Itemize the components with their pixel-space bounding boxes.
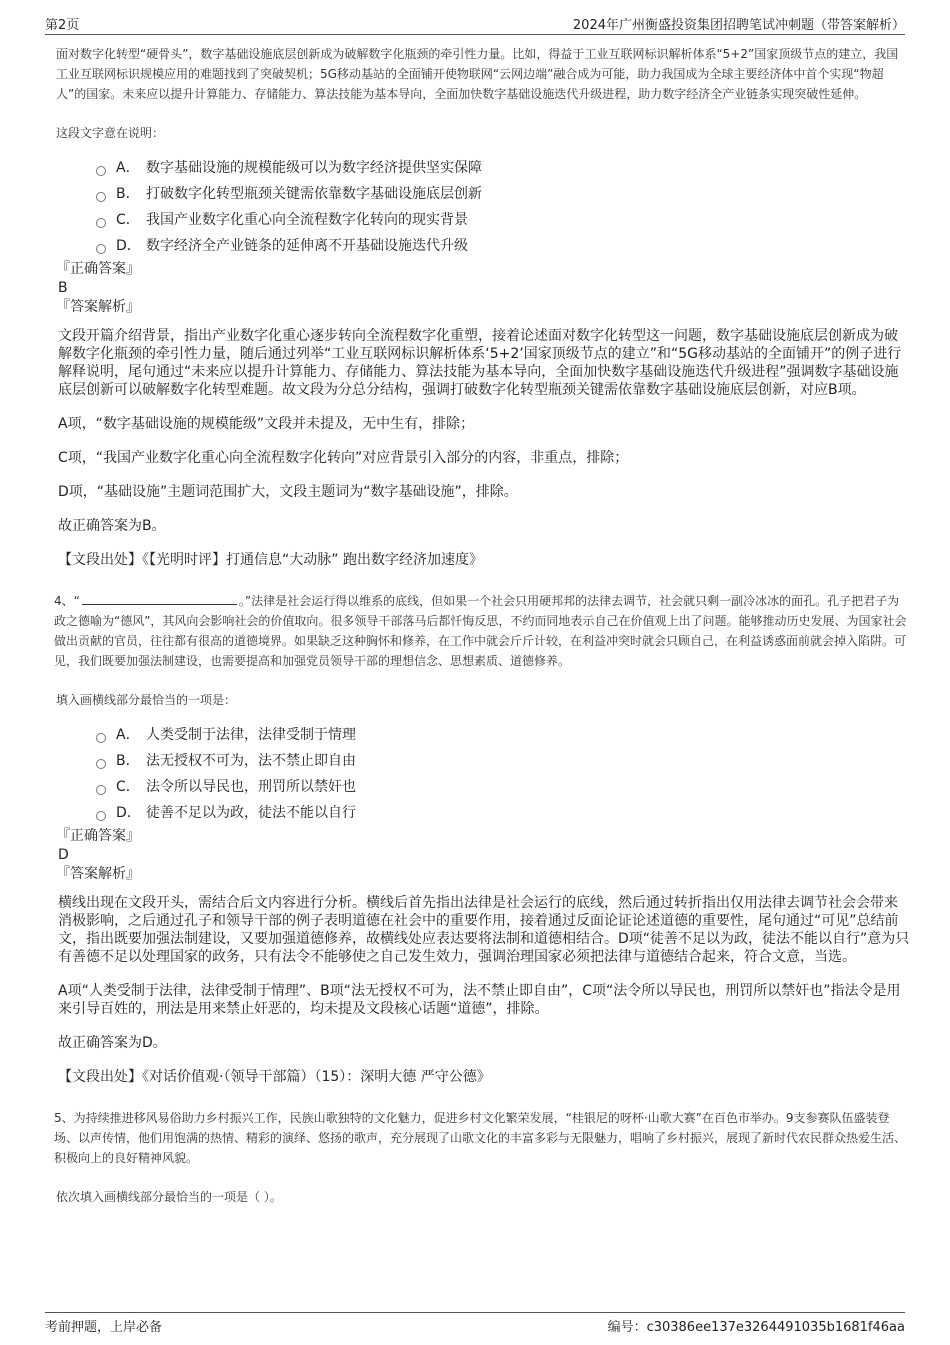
- document-title: 2024年广州衡盛投资集团招聘笔试冲刺题（带答案解析）: [572, 18, 905, 33]
- option-c[interactable]: C． 法令所以导民也，刑罚所以禁奸也: [96, 774, 910, 800]
- option-c[interactable]: C． 我国产业数字化重心向全流程数字化转向的现实背景: [96, 207, 910, 233]
- question-3-options: [96, 155, 910, 259]
- radio-button-icon[interactable]: [96, 244, 106, 254]
- option-a[interactable]: A． 人类受制于法律，法律受制于情理: [96, 722, 910, 748]
- question-4-options: [96, 722, 910, 826]
- option-a[interactable]: A． 数字基础设施的规模能级可以为数字经济提供坚实保障: [96, 155, 910, 181]
- document-body: [56, 44, 910, 1219]
- analysis-paragraph: 故正确答案为B。: [58, 518, 166, 534]
- option-d[interactable]: D． 数字经济全产业链条的延伸离不开基础设施迭代升级: [96, 233, 910, 259]
- correct-answer-label: 『正确答案』: [56, 828, 140, 844]
- radio-button-icon[interactable]: [96, 785, 106, 795]
- footer-slogan: 考前押题，上岸必备: [45, 1320, 163, 1335]
- radio-button-icon[interactable]: [96, 733, 106, 743]
- analysis-paragraph: A项“人类受制于法律，法律受制于情理”、B项“法无授权不可为，法不禁止即自由”，C项“法令所以导民也，刑罚所以禁奸也”指法令是用来引导百姓的，刑法是用来禁止奸恶的，均未提及文段核心话题“道德”，排除。: [58, 983, 901, 1017]
- radio-button-icon[interactable]: [96, 759, 106, 769]
- radio-button-icon[interactable]: [96, 192, 106, 202]
- option-d[interactable]: D． 徒善不足以为政，徒法不能以自行: [96, 800, 910, 826]
- page-footer: [45, 1312, 905, 1335]
- question-5-passage: 5、为持续推进移风易俗助力乡村振兴工作，民族山歌独特的文化魅力，促进乡村文化繁荣发展，“桂银尼的呀杯·山歌大赛”在百色市举办。9支参赛队伍盛装登场、以声传情，他们用饱满的热情、精彩的演绎、悠扬的歌声，充分展现了山歌文化的丰富多彩与无限魅力，唱响了乡村振兴，展现了新时代农民群众热爱生活、积极向上的良好精神风貌。: [54, 1111, 907, 1165]
- correct-answer-label: 『正确答案』: [56, 261, 140, 277]
- radio-button-icon[interactable]: [96, 218, 106, 228]
- page-header: [45, 12, 905, 35]
- analysis-paragraph: 横线出现在文段开头，需结合后文内容进行分析。横线后首先指出法律是社会运行的底线，然后通过转折指出仅用法律去调节社会会带来消极影响，之后通过孔子和领导干部的例子表明道德在社会中的重要作用，接着通过反面论证论述道德的重要性，尾句通过“可见”总结前文，指出既要加强法制建设，又要加强道德修养，故横线处应表达要将法制和道德相结合。D项“徒善不足以为政，徒法不能以自行”意为只有善德不足以处理国家的政务，只有法令不能够使之自己发生效力，强调治理国家必须把法律与道德结合起来，符合文意，当选。: [58, 895, 910, 965]
- question-5-prompt: 依次填入画横线部分最恰当的一项是（ ）。: [56, 1190, 282, 1204]
- analysis-paragraph: A项，“数字基础设施的规模能级”文段并未提及，无中生有，排除；: [58, 416, 475, 432]
- analysis-paragraph: C项，“我国产业数字化重心向全流程数字化转向”对应背景引入部分的内容，非重点，排除；: [58, 450, 629, 466]
- option-b[interactable]: B． 打破数字化转型瓶颈关键需依靠数字基础设施底层创新: [96, 181, 910, 207]
- page-number: 第2页: [45, 18, 80, 33]
- document-id: 编号：c30386ee137e3264491035b1681f46aa: [607, 1320, 905, 1335]
- analysis-label: 『答案解析』: [56, 866, 140, 882]
- question-4-passage: 4、“ 。”法律是社会运行得以维系的底线，但如果一个社会只用硬邦邦的法律去调节，社会就只剩一副冷冰冰的面孔。孔子把君子为政之德喻为“德风”，其风向会影响社会的价值取向。很多领导干部落马后都忏悔反思，不约而同地表示自己在价值观上出了问题。能够推动历史发展、为国家社会做出贡献的官员，往往都有很高的道德境界。如果缺乏这种胸怀和修养，在工作中就会斤斤计较，在利益冲突时就会只顾自己，在利益诱惑面前就会掉入陷阱。可见，我们既要加强法制建设，也需要提高和加强党员领导干部的理想信念、思想素质、道德修养。: [54, 594, 907, 668]
- radio-button-icon[interactable]: [96, 166, 106, 176]
- fill-in-blank: [82, 592, 237, 605]
- radio-button-icon[interactable]: [96, 811, 106, 821]
- question-4-prompt: 填入画横线部分最恰当的一项是：: [56, 693, 237, 707]
- analysis-paragraph: D项，“基础设施”主题词范围扩大，文段主题词为“数字基础设施”，排除。: [58, 484, 518, 500]
- question-number: 4、“: [54, 594, 80, 608]
- analysis-paragraph: 文段开篇介绍背景，指出产业数字化重心逐步转向全流程数字化重塑，接着论述面对数字化转型这一问题，数字基础设施底层创新成为破解数字化瓶颈的牵引性力量，随后通过列举“工业互联网标识解析体系‘5+2’国家顶级节点的建立”和“5G移动基站的全面铺开”的例子进行解释说明，尾句通过“未来应以提升计算能力、存储能力、算法技能为基本导向，全面加快数字基础设施迭代升级进程”强调数字基础设施底层创新可以破解数字化转型难题。故文段为分总分结构，强调打破数字化转型瓶颈关键需依靠数字基础设施底层创新，对应B项。: [58, 328, 902, 398]
- option-b[interactable]: B． 法无授权不可为，法不禁止即自由: [96, 748, 910, 774]
- correct-answer: D: [58, 847, 69, 863]
- analysis-paragraph: 故正确答案为D。: [58, 1035, 167, 1051]
- analysis-label: 『答案解析』: [56, 299, 140, 315]
- question-3-source: 【文段出处】《【光明时评】打通信息“大动脉” 跑出数字经济加速度》: [58, 552, 483, 568]
- question-3-analysis: [56, 327, 910, 535]
- question-3-prompt: 这段文字意在说明：: [56, 126, 165, 140]
- question-4-analysis: [56, 894, 910, 1052]
- question-4-source: 【文段出处】《对话价值观·（领导干部篇）（15）：深明大德 严守公德》: [58, 1069, 491, 1085]
- question-3-passage: 面对数字化转型“硬骨头”，数字基础设施底层创新成为破解数字化瓶颈的牵引性力量。比如，得益于工业互联网标识解析体系“5+2”国家顶级节点的建立，我国工业互联网标识规模应用的难题找到了突破契机；5G移动基站的全面铺开使物联网“云网边端”融合成为可能，助力我国成为全球主要经济体中首个实现“物超人”的国家。未来应以提升计算能力、存储能力、算法技能为基本导向，全面加快数字基础设施迭代升级进程，助力数字经济全产业链条实现突破性延伸。: [56, 47, 899, 101]
- correct-answer: B: [58, 280, 68, 296]
